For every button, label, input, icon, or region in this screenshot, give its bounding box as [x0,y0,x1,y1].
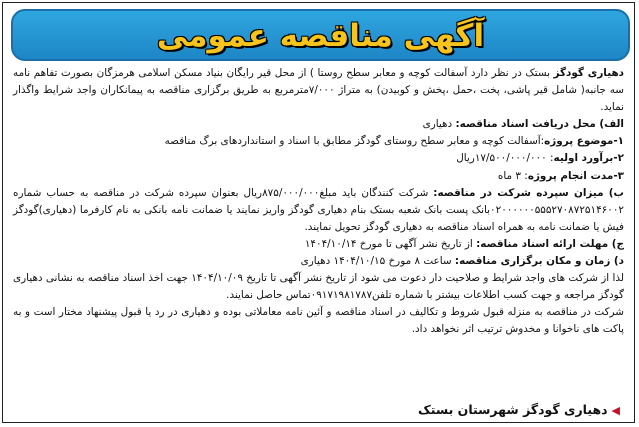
section-c [13,236,624,253]
organization-name: دهیاری گودگز [553,67,624,79]
signature-text: دهیاری گودگز شهرستان بستک [417,402,608,417]
item-1-value: :آسفالت کوچه و معابر سطح روستای گودگز مطابق با اسناد و استانداردهای برگ مناقصه [164,135,545,148]
item-1-label: ۱-موضوع پروژه [544,135,624,148]
intro-text: بستک در نظر دارد آسفالت کوچه و معابر سطح روستا ) از محل قیر رایگان بنیاد مسکن اسلامی هرمزگان بصورت تفاهم نامه سه جانبه( شامل قیر پاشی، پخت ،حمل ،پخش و کوبیدن) به متراژ ۷/۰۰۰مترمربع به طریق برگزاری مناقصه به پیمانکاران واجد شرایط واگذار نماید. [13,67,624,114]
section-d [13,253,624,270]
terms-paragraph: شرکت در مناقصه به منزله قبول شروط و تکالیف در اسناد مناقصه و آئین نامه معاملاتی بوده و دهیاری در رد یا قبول پیشنهاد مختار است و به پاکت های ناخوانا و مخدوش ترتیب اثر نخواهد داد. [13,306,624,336]
item-2-value: : ۱۷/۵۰۰/۰۰۰/۰۰۰ریال [456,152,554,165]
item-2-label: ۲-برآورد اولیه [553,152,624,165]
intro-paragraph [13,65,624,116]
title-banner [11,9,630,61]
section-c-label: ج) مهلت ارائه اسناد مناقصه: [476,237,624,250]
notice-frame [2,2,635,423]
item-3-value: : ۳ ماه [497,169,528,182]
section-b [13,185,624,236]
section-d-label: د) زمان و مکان برگزاری مناقصه: [454,255,624,268]
notice-body [13,65,624,339]
item-3 [13,168,624,185]
item-1 [13,133,624,150]
item-3-label: ۳-مدت انجام پروژه [527,169,624,182]
note-paragraph: لذا از شرکت های واجد شرایط و صلاحیت دار دعوت می شود از تاریخ نشر آگهی تا تاریخ ۱۴۰۴/۱۰/۰۹ جهت اخذ اسناد مناقصه به نشانی دهیاری گودگز مراجعه و جهت کسب اطلاعات بیشتر با شماره تلفن۰۹۱۷۱۹۸۱۷۸۷تماس حاصل نمایند. [13,272,624,302]
item-2 [13,150,624,167]
section-b-label: ب) میزان سپرده شرکت در مناقصه: [433,186,624,199]
section-a-value: دهیاری [422,118,456,131]
section-a-label: الف) محل دریافت اسناد مناقصه: [455,118,624,131]
notice-title: آگهی مناقصه عمومی [156,18,485,54]
signature-line [418,402,620,417]
section-c-value: از تاریخ نشر آگهی تا مورخ ۱۴۰۴/۱۰/۱۴ [304,237,477,250]
section-a [13,116,624,133]
section-d-value: ساعت ۸ مورخ ۱۴۰۴/۱۰/۱۵ دهیاری [300,255,455,268]
triangle-marker-icon: ◀ [611,404,620,417]
section-b-value: شرکت کنندگان باید مبلغ۸۷۵/۰۰۰/۰۰۰ریال بعنوان سپرده شرکت در مناقصه به حساب شماره ۰۲۰۰۰۰۰۰۵۵۵۲۷۰۸۷۲۵۱۴۶۰۰۲بانک پست بانک شعبه بستک بنام دهیاری گودگز واریز نمایند یا ضمانت نامه بانکی به نام کارفرما (دهیاری)گودگز فیش یا ضمانت نامه به همراه اسناد مناقصه به دهیاری گودگز تحویل نمایند. [13,186,624,233]
